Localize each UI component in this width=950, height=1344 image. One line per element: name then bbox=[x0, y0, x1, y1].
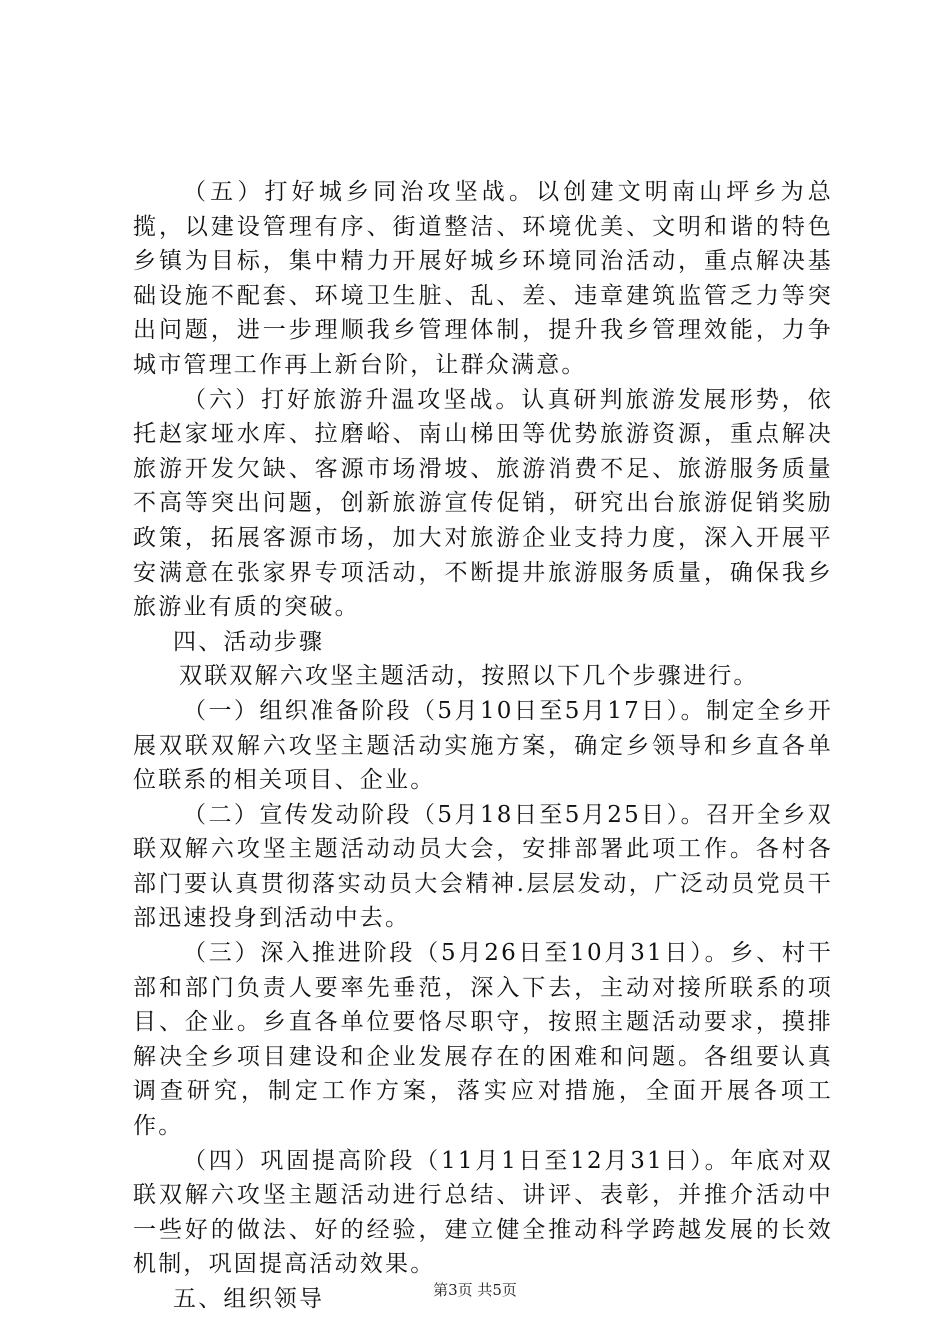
paragraph-step-consolidation: （四）巩固提高阶段（11月1日至12月31日）。年底对双联双解六攻坚主题活动进行总结、讲评、表彰，并推介活动中一些好的做法、好的经验，建立健全推动科学跨越发展的长效机制，巩固提高活动效果。 bbox=[133, 1147, 833, 1278]
paragraph-urban-rural-governance: （五）打好城乡同治攻坚战。以创建文明南山坪乡为总揽，以建设管理有序、街道整洁、环境优美、文明和谐的特色乡镇为目标，集中精力开展好城乡环境同治活动，重点解决基础设施不配套、环境卫生脏、乱、差、违章建筑监管乏力等突出问题，进一步理顺我乡管理体制，提升我乡管理效能，力争城市管理工作再上新台阶，让群众满意。 bbox=[133, 179, 833, 378]
section-heading-activity-steps: 四、活动步骤 bbox=[173, 628, 325, 655]
paragraph-step-mobilization: （二）宣传发动阶段（5月18日至5月25日）。召开全乡双联双解六攻坚主题活动动员大会，安排部署此项工作。各村各部门要认真贯彻落实动员大会精神.层层发动，广泛动员党员干部迅速投身到活动中去。 bbox=[133, 801, 833, 932]
paragraph-tourism: （六）打好旅游升温攻坚战。认真研判旅游发展形势，依托赵家垭水库、拉磨峪、南山梯田等优势旅游资源，重点解决旅游开发欠缺、客源市场滑坡、旅游消费不足、旅游服务质量不高等突出问题，创新旅游宣传促销，研究出台旅游促销奖励政策，拓展客源市场，加大对旅游企业支持力度，深入开展平安满意在张家界专项活动，不断提井旅游服务质量，确保我乡旅游业有质的突破。 bbox=[133, 386, 833, 621]
document-body bbox=[133, 175, 833, 1317]
page-number-footer: 第3页 共5页 bbox=[433, 1281, 517, 1299]
paragraph-step-advancement: （三）深入推进阶段（5月26日至10月31日）。乡、村干部和部门负责人要率先垂范，深入下去，主动对接所联系的项目、企业。乡直各单位要恪尽职守，按照主题活动要求，摸排解决全乡项目建设和企业发展存在的困难和问题。各组要认真调查研究，制定工作方案，落实应对措施，全面开展各项工作。 bbox=[133, 940, 833, 1140]
section-heading-organization: 五、组织领导 bbox=[173, 1286, 325, 1312]
paragraph-step-preparation: （一）组织准备阶段（5月10日至5月17日）。制定全乡开展双联双解六攻坚主题活动实施方案，确定乡领导和乡直各单位联系的相关项目、企业。 bbox=[133, 697, 833, 794]
paragraph-steps-intro: 双联双解六攻坚主题活动，按照以下几个步骤进行。 bbox=[179, 663, 759, 690]
